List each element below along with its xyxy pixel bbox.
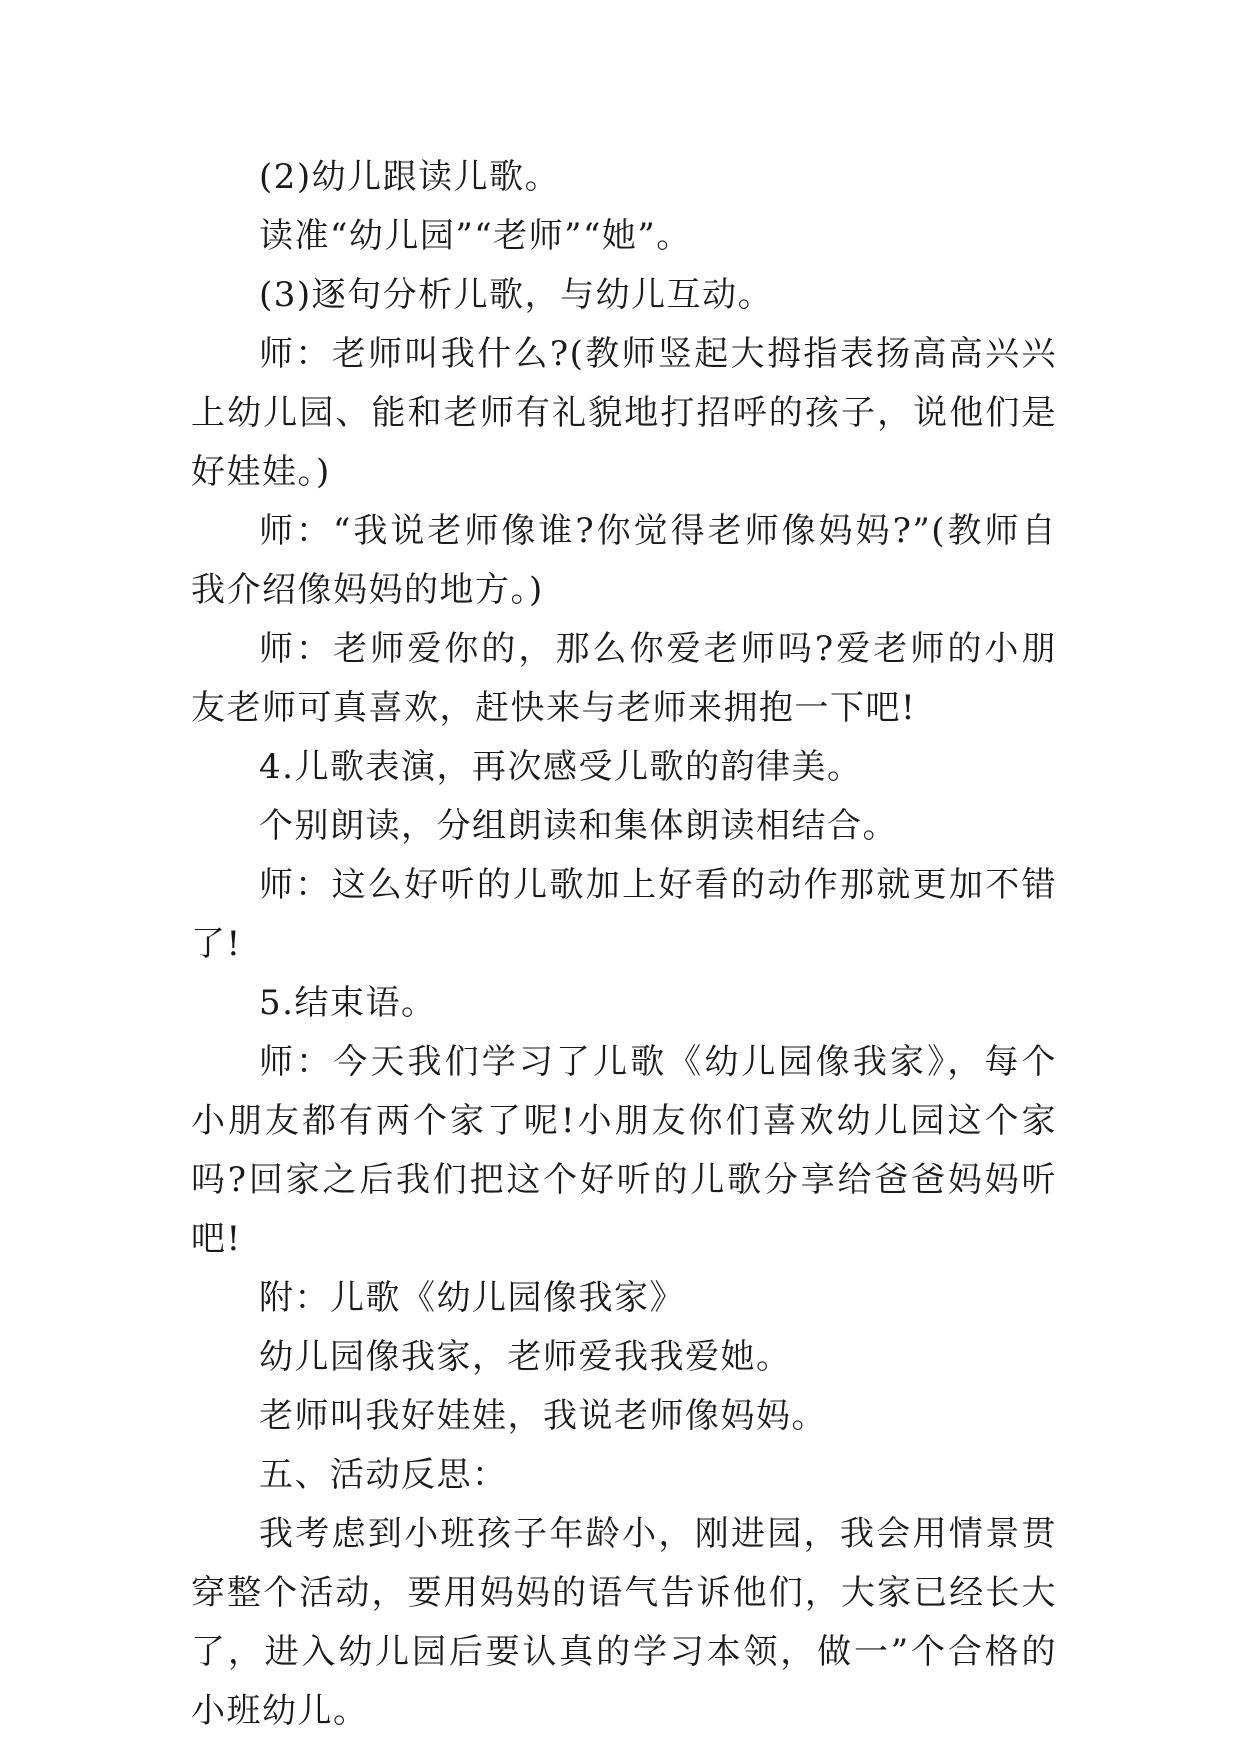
paragraph-teacher-actions: 师：这么好听的儿歌加上好看的动作那就更加不错了!	[191, 865, 1057, 964]
paragraph-teacher-question-3: 师：老师爱你的，那么你爱老师吗?爱老师的小朋友老师可真喜欢，赶快来与老师来拥抱一下吧!	[191, 629, 1057, 728]
paragraph-pronunciation: 读准“幼儿园”“老师”“她”。	[259, 216, 692, 256]
paragraph-teacher-question-2: 师：“我说老师像谁?你觉得老师像妈妈?”(教师自我介绍像妈妈的地方。)	[191, 511, 1057, 610]
paragraph-performance: 4.儿歌表演，再次感受儿歌的韵律美。	[259, 747, 863, 787]
paragraph-reading-modes: 个别朗读，分组朗读和集体朗读相结合。	[259, 806, 898, 846]
paragraph-appendix-title: 附：儿歌《幼儿园像我家》	[259, 1278, 685, 1318]
paragraph-song-line-2: 老师叫我好娃娃，我说老师像妈妈。	[259, 1396, 827, 1436]
paragraph-read-along: (2)幼儿跟读儿歌。	[259, 157, 561, 197]
paragraph-reflection: 我考虑到小班孩子年龄小，刚进园，我会用情景贯穿整个活动，要用妈妈的语气告诉他们，大家已经长大了，进入幼儿园后要认真的学习本领，做一”个合格的小班幼儿。	[191, 1514, 1057, 1731]
paragraph-conclusion-heading: 5.结束语。	[259, 983, 437, 1023]
document-body	[191, 148, 1057, 1741]
paragraph-teacher-question-1: 师：老师叫我什么?(教师竖起大拇指表扬高高兴兴上幼儿园、能和老师有礼貌地打招呼的孩子，说他们是好娃娃。)	[191, 334, 1057, 492]
paragraph-sentence-analysis: (3)逐句分析儿歌，与幼儿互动。	[259, 275, 774, 315]
paragraph-conclusion: 师：今天我们学习了儿歌《幼儿园像我家》，每个小朋友都有两个家了呢!小朋友你们喜欢幼儿园这个家吗?回家之后我们把这个好听的儿歌分享给爸爸妈妈听吧!	[191, 1042, 1057, 1259]
paragraph-reflection-heading: 五、活动反思：	[259, 1455, 508, 1495]
paragraph-song-line-1: 幼儿园像我家，老师爱我我爱她。	[259, 1337, 792, 1377]
